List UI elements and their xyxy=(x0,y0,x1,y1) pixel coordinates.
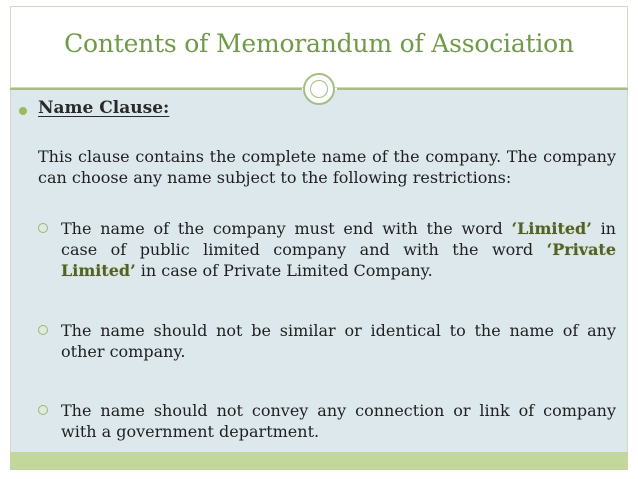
bottom-bar xyxy=(10,452,628,470)
slide-title: Contents of Memorandum of Association xyxy=(64,29,574,58)
divider-left xyxy=(10,88,302,90)
restriction-item xyxy=(38,320,616,362)
ring-inner xyxy=(310,80,328,98)
divider-right xyxy=(337,88,628,90)
hollow-bullet-icon xyxy=(38,405,48,415)
restriction-item xyxy=(38,400,616,442)
restriction-part: The name of the company must end with the word xyxy=(61,219,512,238)
heading-row xyxy=(17,98,617,124)
hollow-bullet-icon xyxy=(38,325,48,335)
restriction-part: in case of Private Limited Company. xyxy=(135,261,433,280)
restriction-text: The name should not be similar or identical to the name of any other company. xyxy=(61,321,616,361)
section-heading: Name Clause: xyxy=(38,98,170,118)
term-private-limited: ‘Private Limited’ xyxy=(61,240,616,280)
restriction-text: The name should not convey any connection or link of company with a government department. xyxy=(61,401,616,441)
restriction-part: in case of public limited company and with the word xyxy=(61,219,616,259)
restriction-item xyxy=(38,218,616,281)
hollow-bullet-icon xyxy=(38,223,48,233)
intro-text: This clause contains the complete name of the company. The company can choose any name subject to the following restrictions: xyxy=(38,147,616,187)
bullet-icon xyxy=(19,107,27,115)
term-limited: ‘Limited’ xyxy=(511,219,592,238)
restriction-text xyxy=(61,218,616,281)
